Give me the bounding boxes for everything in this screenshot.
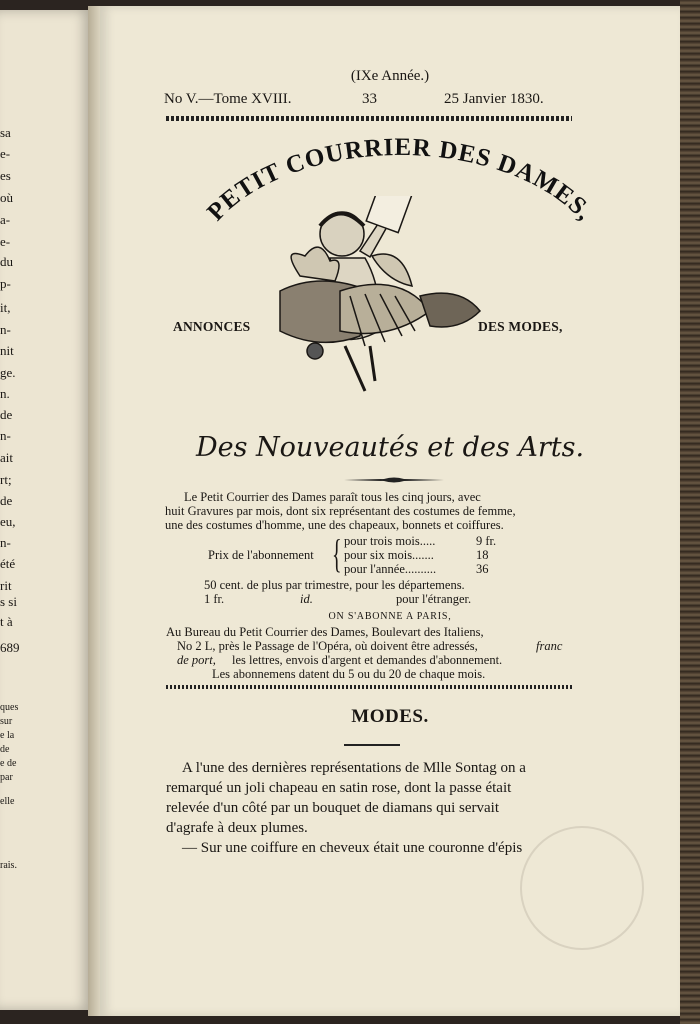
price-amount: 9 fr.: [476, 534, 497, 548]
article-line-3: relevée d'un côté par un bouquet de diamans qui servait: [166, 800, 500, 816]
left-page-fragment: ait: [0, 450, 13, 465]
left-page-fragment: t à: [0, 614, 13, 629]
notice-line-3: une des costumes d'homme, une des chapeaux, bonnets et coiffures.: [165, 518, 504, 532]
left-page-fragment: ques: [0, 702, 19, 713]
extra-line-1: 50 cent. de plus par trimestre, pour les départemens.: [204, 578, 465, 592]
cherub-illustration: [260, 196, 500, 416]
masthead-title-text: PETIT COURRIER DES DAMES,: [202, 133, 599, 227]
left-page-fragment: a-: [0, 212, 11, 227]
article-line-2: remarqué un joli chapeau en satin rose, dont la passe était: [166, 780, 512, 796]
left-page-fragment: sur: [0, 716, 13, 727]
heading-rule: [344, 744, 400, 746]
left-page-fragment: de: [0, 493, 13, 508]
left-page-fragment: rais.: [0, 860, 17, 871]
annonces-label: ANNONCES: [173, 319, 251, 334]
left-page-fragment: 689: [0, 640, 20, 655]
left-page-fragment: n-: [0, 428, 11, 443]
price-brace: {: [332, 531, 342, 576]
left-page-fragment: ge.: [0, 365, 16, 380]
left-page-fragment: été: [0, 556, 16, 571]
library-stamp: [520, 826, 644, 950]
page-edges: [680, 0, 700, 1024]
left-page-fragment: nit: [0, 343, 14, 358]
left-page-fragment: it,: [0, 300, 11, 315]
left-page-fragment: où: [0, 190, 13, 205]
address-line-2a: No 2 L, près le Passage de l'Opéra, où doivent être adressés,: [177, 639, 478, 653]
left-page-fragment: e de: [0, 758, 17, 769]
price-label: Prix de l'abonnement: [208, 548, 314, 562]
left-page-fragment: rit: [0, 578, 12, 593]
left-page-fragment: n.: [0, 386, 10, 401]
date-label: 25 Janvier 1830.: [444, 91, 544, 107]
notice-rule: [166, 685, 572, 689]
extra-line-2a: 1 fr.: [204, 592, 225, 606]
left-page-fragment: de: [0, 744, 10, 755]
subscribe-heading: ON S'ABONNE A PARIS,: [328, 611, 452, 622]
price-period: pour trois mois.....: [344, 534, 436, 548]
notice-line-1: Le Petit Courrier des Dames paraît tous les cinq jours, avec: [184, 490, 481, 504]
left-page-fragment: e la: [0, 730, 15, 741]
article-line-4: d'agrafe à deux plumes.: [166, 820, 308, 836]
right-page: [100, 6, 680, 1016]
left-page-fragment: de: [0, 407, 13, 422]
price-amount: 36: [476, 562, 489, 576]
left-page-fragment: es: [0, 168, 11, 183]
notice-line-2: huit Gravures par mois, dont six représentant des costumes de femme,: [165, 504, 516, 518]
year-label: (IXe Année.): [350, 68, 430, 84]
address-line-2b: franc: [536, 639, 563, 653]
left-page-fragment: du: [0, 254, 13, 269]
left-page-fragment: p-: [0, 276, 11, 291]
issue-label: No V.—Tome XVIII.: [164, 91, 292, 107]
address-line-3a: de port,: [177, 653, 216, 667]
left-page-fragment: eu,: [0, 514, 16, 529]
left-page-fragment: par: [0, 772, 13, 783]
extra-line-2b: id.: [300, 592, 313, 606]
article-line-1: A l'une des dernières représentations de Mlle Sontag on a: [182, 760, 526, 776]
price-amount: 18: [476, 548, 489, 562]
address-line-3b: les lettres, envois d'argent et demandes d'abonnement.: [232, 653, 503, 667]
left-page-fragment: rt;: [0, 472, 12, 487]
subtitle: Des Nouveautés et des Arts.: [195, 432, 585, 463]
left-page: [0, 10, 92, 1010]
left-page-fragment: n-: [0, 535, 11, 550]
left-page-fragment: elle: [0, 796, 15, 807]
left-page-fragment: sa: [0, 125, 11, 140]
article-line-5: — Sur une coiffure en cheveux était une couronne d'épis: [182, 840, 523, 856]
price-period: pour l'année..........: [344, 562, 437, 576]
article-heading: MODES.: [351, 706, 429, 727]
price-period: pour six mois.......: [344, 548, 434, 562]
ornament-rule: [344, 476, 444, 484]
address-line-4: Les abonnemens datent du 5 ou du 20 de chaque mois.: [212, 667, 486, 681]
page-number: 33: [362, 91, 377, 107]
left-page-fragment: s si: [0, 594, 17, 609]
address-line-1: Au Bureau du Petit Courrier des Dames, Boulevart des Italiens,: [166, 625, 484, 639]
left-page-fragment: n-: [0, 322, 11, 337]
left-page-fragment: e-: [0, 146, 11, 161]
extra-line-2c: pour l'étranger.: [396, 592, 472, 606]
des-modes-label: DES MODES,: [478, 319, 563, 334]
left-page-fragment: e-: [0, 234, 11, 249]
